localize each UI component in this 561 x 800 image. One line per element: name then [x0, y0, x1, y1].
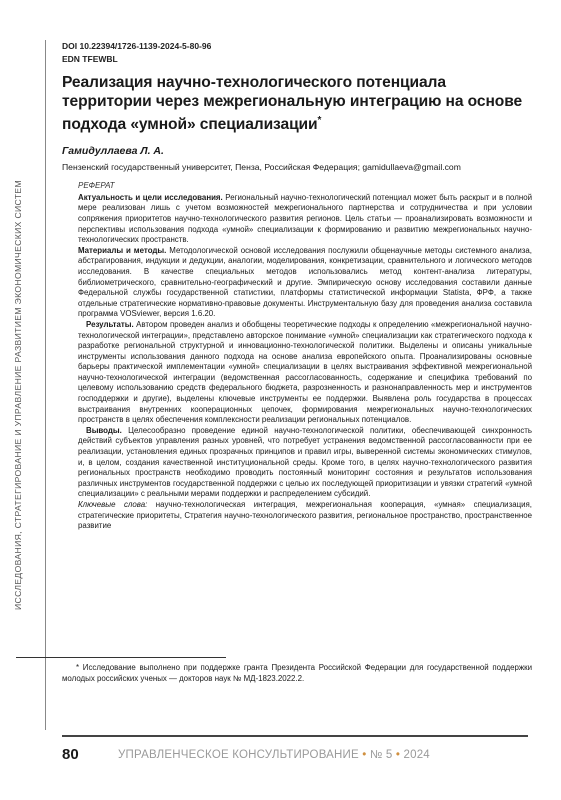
- page-number: 80: [62, 746, 79, 763]
- journal-name: УПРАВЛЕНЧЕСКОЕ КОНСУЛЬТИРОВАНИЕ: [118, 749, 359, 761]
- author-name: Гамидуллаева Л. А.: [62, 145, 164, 158]
- issue-separator: •: [362, 749, 367, 761]
- issue-number: № 5: [369, 749, 393, 761]
- affiliation: Пензенский государственный университет, Пенза, Российская Федерация; gamidullaeva@gmail.com: [62, 162, 461, 173]
- title-text: Реализация научно-технологического потенциала территории через межрегиональную интеграцию на основе подхода «умной» специализации: [62, 74, 523, 134]
- conclusions-text: Целесообразно проведение единой научно-технологической политики, обеспечивающей синхронность действий субъектов управления разных уровней, что потребует устранения ведомственной рассогласованности при ее реализации, установления единых прозрачных принципов и правил игры, выверенной системы экономических стимулов, и, в целом, создания качественной институциональной среды. Кроме того, в целях научно-технологического развития региональных пространств необходимо проводить постоянный мониторинг состояния и результатов использования различных инструментов государственной поддержки с целью их последующей приоритизации и увязки стратегий «умной специализации» с реальными мерами поддержки и распределением субсидий.: [78, 425, 532, 499]
- article-body: [62, 40, 532, 532]
- year-separator: •: [395, 749, 401, 761]
- title-footnote-mark[interactable]: *: [317, 115, 322, 126]
- relevance-text: Региональный научно-технологический потенциал может быть раскрыт и в полной мере реализован лишь с учетом возможностей межрегионального партнерства и сотрудничества и при условии сопряжения приоритетов научно-технологического развития регионов. Цель статьи — проанализировать возможности и перспективы использования подхода «умной» специализации к формированию и развитию межрегиональных научно-технологических пространств.: [78, 192, 532, 245]
- keywords: [78, 500, 532, 532]
- footer-divider: [62, 735, 528, 737]
- keywords-text: научно-технологическая интеграция, межрегиональная кооперация, «умная» специализация, стратегические приоритеты, Стратегия научно-технологического развития, региональное пространство, пространственное развитие: [78, 500, 532, 531]
- materials-label: Материалы и методы.: [78, 245, 167, 255]
- article-title: [62, 73, 532, 134]
- abstract-conclusions: [78, 426, 532, 500]
- keywords-label: Ключевые слова:: [78, 500, 148, 509]
- materials-text: Методологической основой исследования послужили общенаучные методы системного анализа, абстрагирования, индукции и дедукции, аналогии, моделирования, конкретизации, сравнительного и логического методов исследования. В качестве специальных методов использовались метод контент-анализа литературы, библиометрического, сравнительно-географический и другие. Эмпирическую основу исследования составили данные Федеральной службы государственной статистики, платформы статистической информации Statista, ФРФ, а также отдельные стратегические нормативно-правовые документы. Инструментальную базу для проведения анализа составила программа VOSviewer, версия 1.6.20.: [78, 245, 532, 319]
- abstract-heading: РЕФЕРАТ: [78, 181, 115, 191]
- side-divider: [45, 40, 46, 730]
- footnote-text: * Исследование выполнено при поддержке гранта Президента Российской Федерации для государственной поддержки молодых российских ученых — докторов наук № МД-1823.2022.2.: [62, 663, 532, 683]
- conclusions-label: Выводы.: [86, 425, 122, 435]
- footnote: [62, 663, 532, 684]
- edn: EDN TFEWBL: [62, 54, 118, 64]
- abstract-materials: [78, 246, 532, 320]
- results-text: Автором проведен анализ и обобщены теоретические подходы к определению «межрегиональной научно-технологической интеграции», представлено авторское понимание «умной» специализации как стратегического подхода к разработке региональной структурной и инновационно-технологической политики. Выделены и описаны уникальные инструменты использования данного подхода на основе анализа европейского опыта. Проанализированы основные барьеры практической имплементации «умной» специализации в целях выстраивания эффективной межрегиональной научно-технологической интеграции (ведомственная рассогласованность, содержание и специфика требований по целевому использованию средств федерального бюджета, разрозненность и разнонаправленность мер и инструментов господдержки и другие), выделены ключевые инструменты ее поддержки. Выявлена роль государства в процессах выстраивания внутренних кооперационных цепочек, формирования межрегиональных научно-технологических пространств в целях обеспечения комплексности реализации региональных потенциалов.: [78, 319, 532, 425]
- doi[interactable]: DOI 10.22394/1726-1139-2024-5-80-96: [62, 41, 212, 51]
- side-caption-bar: [0, 0, 23, 800]
- side-caption: ИССЛЕДОВАНИЯ, СТРАТЕГИРОВАНИЕ И УПРАВЛЕНИЕ РАЗВИТИЕМ ЭКОНОМИЧЕСКИХ СИСТЕМ: [13, 180, 23, 610]
- results-label: Результаты.: [86, 319, 134, 329]
- abstract: [78, 181, 532, 532]
- abstract-results: [78, 320, 532, 426]
- abstract-relevance: [78, 193, 532, 246]
- footnote-divider: [16, 657, 226, 658]
- year: 2024: [403, 749, 430, 761]
- journal-footer: [118, 749, 430, 761]
- relevance-label: Актуальность и цели исследования.: [78, 192, 223, 202]
